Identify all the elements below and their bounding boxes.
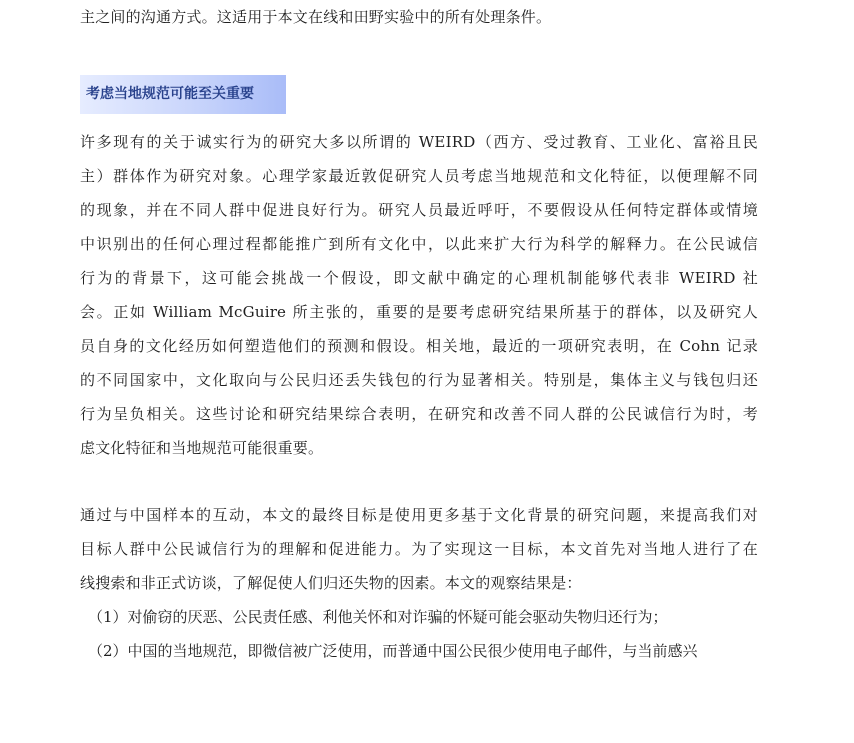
text-line: 目标人群中公民诚信行为的理解和促进能力。为了实现这一目标，本文首先对当地人进行了在 — [80, 540, 758, 558]
text-line: 会。正如 William McGuire 所主张的，重要的是要考虑研究结果所基于的群体，以及研究人 — [80, 303, 758, 321]
text-line: 行为的背景下，这可能会挑战一个假设，即文献中确定的心理机制能够代表非 WEIRD 社 — [80, 269, 758, 287]
text-line: 中识别出的任何心理过程都能推广到所有文化中，以此来扩大行为科学的解释力。在公民诚信 — [80, 235, 758, 253]
paragraph-chinese-sample — [80, 498, 758, 600]
text-line: 员自身的文化经历如何塑造他们的预测和假设。相关地，最近的一项研究表明，在 Cohn 记录 — [80, 337, 758, 355]
text-line: 的不同国家中，文化取向与公民归还丢失钱包的行为显著相关。特别是，集体主义与钱包归还 — [80, 371, 758, 389]
text-line: 线搜索和非正式访谈，了解促使人们归还失物的因素。本文的观察结果是： — [80, 574, 582, 592]
section-heading-container — [80, 75, 758, 115]
text-line: 许多现有的关于诚实行为的研究大多以所谓的 WEIRD（西方、受过教育、工业化、富裕且民 — [80, 133, 758, 151]
text-line: 通过与中国样本的互动，本文的最终目标是使用更多基于文化背景的研究问题，来提高我们对 — [80, 506, 758, 524]
text-line: 虑文化特征和当地规范可能很重要。 — [80, 439, 324, 457]
text-line: 主之间的沟通方式。这适用于本文在线和田野实验中的所有处理条件。 — [80, 8, 552, 26]
intro-paragraph — [80, 0, 758, 34]
article-body — [80, 0, 758, 668]
text-line: 行为呈负相关。这些讨论和研究结果综合表明，在研究和改善不同人群的公民诚信行为时，考 — [80, 405, 758, 423]
finding-item-2: （2）中国的当地规范，即微信被广泛使用，而普通中国公民很少使用电子邮件，与当前感兴 — [88, 642, 698, 660]
paragraph-local-norms — [80, 125, 758, 465]
text-line: 的现象，并在不同人群中促进良好行为。研究人员最近呼吁，不要假设从任何特定群体或情境 — [80, 201, 758, 219]
finding-item-1: （1）对偷窃的厌恶、公民责任感、利他关怀和对诈骗的怀疑可能会驱动失物归还行为； — [88, 608, 668, 626]
text-line: 主）群体作为研究对象。心理学家最近敦促研究人员考虑当地规范和文化特征，以便理解不同 — [80, 167, 758, 185]
section-heading: 考虑当地规范可能至关重要 — [80, 75, 286, 114]
